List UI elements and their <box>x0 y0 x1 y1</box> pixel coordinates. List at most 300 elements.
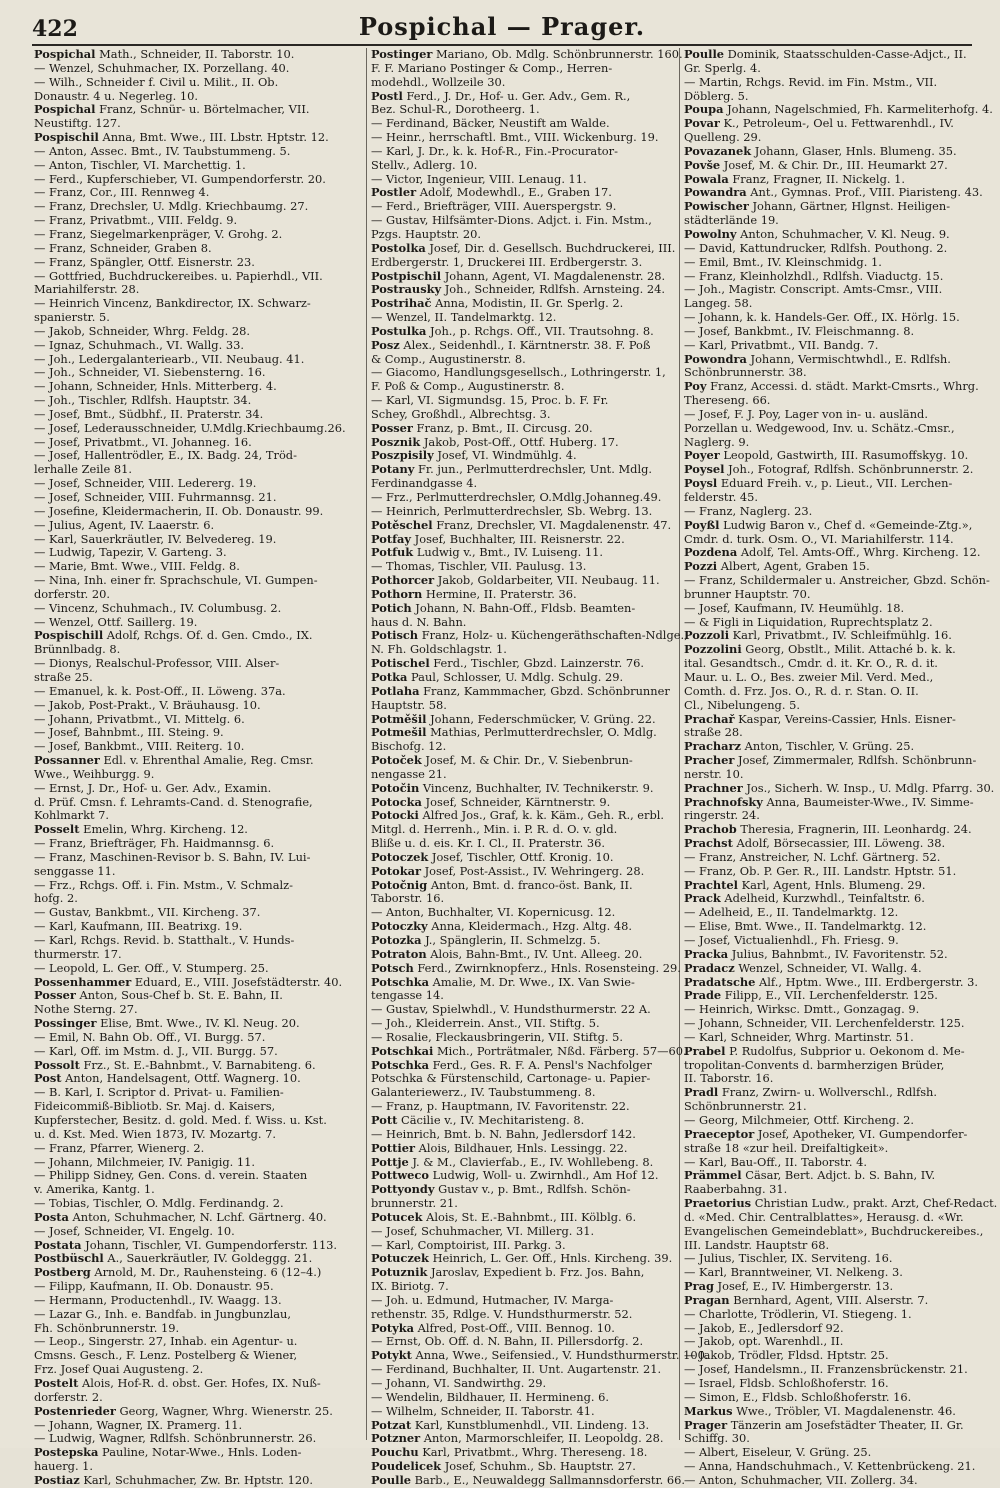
entry-text: nengasse 21. <box>371 766 447 781</box>
entry-text: — Gustav, Spielwhdl., V. Hundsthurmerstr. 22 A. <box>371 1002 651 1017</box>
directory-entry-line <box>684 436 986 450</box>
entry-text: Josef, M. & Chir. Dr., V. Siebenbrun- <box>421 753 633 768</box>
entry-surname: Poudelicek <box>371 1459 442 1474</box>
entry-surname: Potoček <box>371 753 422 768</box>
directory-entry-line <box>34 505 364 519</box>
directory-entry-line <box>371 1446 677 1460</box>
entry-surname: Postelt <box>34 1376 79 1390</box>
entry-text: modehdl., Wollzeile 30. <box>371 74 506 89</box>
directory-entry-line <box>34 200 364 214</box>
directory-entry-line <box>371 948 677 962</box>
directory-entry-line <box>684 1128 986 1142</box>
directory-entry-line <box>371 1003 677 1017</box>
entry-text: — Wilh., Schneider f. Civil u. Milit., II. Ob. <box>34 74 279 89</box>
directory-entry-line <box>371 159 677 173</box>
directory-entry-line <box>34 449 364 463</box>
directory-entry-line <box>34 436 364 450</box>
entry-text: Adolf, Tel. Amts-Off., Whrg. Kircheng. 12. <box>737 545 981 560</box>
directory-entry-line <box>34 186 364 200</box>
directory-entry-line <box>684 573 990 588</box>
directory-entry-line <box>34 1446 364 1460</box>
entry-text: — Anton, Schuhmacher, VII. Zollerg. 34. <box>684 1472 918 1487</box>
directory-entry-line <box>684 671 986 685</box>
directory-entry-line <box>684 449 986 463</box>
directory-entry-line <box>684 546 986 560</box>
directory-entry-line <box>34 283 364 297</box>
directory-entry-line <box>34 519 364 533</box>
directory-entry-line <box>684 1391 986 1405</box>
directory-entry-line <box>371 1280 677 1294</box>
entry-text: Cäcilie v., IV. Mechitaristeng. 8. <box>397 1112 585 1127</box>
entry-text: Thereseng. 66. <box>684 393 771 408</box>
directory-entry-line <box>371 491 677 505</box>
entry-text: II. Taborstr. 16. <box>684 1071 774 1086</box>
directory-entry-line <box>684 1419 986 1433</box>
column-divider <box>366 48 367 1440</box>
directory-entry-line <box>684 533 986 547</box>
directory-entry-line <box>34 560 364 574</box>
directory-entry-line <box>34 699 364 713</box>
entry-text: — Franz, Drechsler, U. Mdlg. Kriechbaumg. 27. <box>34 199 309 214</box>
entry-text: Josef, Post-Assist., IV. Wehringerg. 28. <box>421 863 645 878</box>
entry-text: — Josef, Kaufmann, IV. Heumühlg. 18. <box>684 600 905 615</box>
entry-text: Franz, p. Bmt., II. Circusg. 20. <box>412 420 593 435</box>
entry-text: Josef, VI. Windmühlg. 4. <box>433 448 577 463</box>
entry-text: straße 18 «zur heil. Dreifaltigkeit». <box>684 1140 889 1155</box>
directory-entry-line <box>684 1349 986 1363</box>
entry-text: Anton, Sous-Chef b. St. E. Bahn, II. <box>75 988 283 1003</box>
directory-entry-line <box>34 934 364 948</box>
entry-text: J., Spänglerin, II. Schmelzg. 5. <box>421 933 601 947</box>
entry-surname: Postinger <box>371 47 433 61</box>
directory-entry-line <box>684 1072 986 1086</box>
entry-text: Math., Schneider, II. Taborstr. 10. <box>95 47 295 61</box>
entry-text: Potschka & Fürstenschild, Cartonage- u. Papier- <box>371 1071 651 1086</box>
entry-text: — Karl, Branntweiner, VI. Nelkeng. 3. <box>684 1265 903 1280</box>
entry-text: Porzellan u. Wedgewood, Inv. u. Schätz.-Cmsr., <box>684 420 955 435</box>
entry-text: Wwe., Tröbler, VI. Magdalenenstr. 46. <box>732 1403 956 1418</box>
entry-text: — Charlotte, Trödlerin, VI. Stiegeng. 1. <box>684 1306 912 1321</box>
entry-text: Hauptstr. 58. <box>371 697 447 712</box>
directory-entry-line <box>684 1196 998 1211</box>
directory-entry-line <box>371 145 677 159</box>
entry-text: — Franz, p. Hauptmann, IV. Favoritenstr. 22. <box>371 1099 630 1114</box>
entry-text: — Franz, Kleinholzhdl., Rdlfsh. Viaductg. 15. <box>684 268 944 283</box>
entry-text: Karl, Privatbmt., Whrg. Thereseng. 18. <box>418 1445 648 1460</box>
entry-text: Ludwig, Woll- u. Zwirnhdl., Am Hof 12. <box>428 1168 659 1183</box>
entry-surname: Poy <box>684 379 707 394</box>
entry-text: rethenstr. 35, Rdlge. V. Hundsthurmerstr. 52. <box>371 1306 633 1321</box>
directory-entry-line <box>34 1128 364 1142</box>
entry-text: — Israel, Fldsb. Schloßhoferstr. 16. <box>684 1376 889 1390</box>
directory-entry-line <box>371 463 677 477</box>
directory-entry-line <box>371 1419 677 1433</box>
entry-surname: Pradacz <box>684 960 735 975</box>
directory-entry-line <box>684 1252 986 1266</box>
entry-text: Frz., St. E.-Bahnbmt., V. Barnabiteng. 6. <box>79 1057 316 1072</box>
directory-entry-line <box>34 242 364 256</box>
entry-text: — Heinrich Vincenz, Bankdirector, IX. Schwarz- <box>34 296 311 311</box>
entry-text: Anna, Baumeister-Wwe., IV. Simme- <box>762 794 974 809</box>
directory-entry-line <box>371 1059 677 1073</box>
directory-entry-line <box>684 1031 986 1045</box>
entry-text: — Franz, Briefträger, Fh. Haidmannsg. 6. <box>34 836 275 851</box>
entry-surname: Pospischil <box>34 130 99 145</box>
directory-entry-line <box>684 1059 986 1073</box>
entry-text: — Jakob, Trödler, Fldsd. Hptstr. 25. <box>684 1348 889 1363</box>
directory-entry-line <box>684 200 986 214</box>
entry-text: — Ludwig, Wagner, Rdlfsh. Schönbrunnerstr. 26. <box>34 1431 317 1446</box>
entry-text: haus d. N. Bahn. <box>371 614 467 629</box>
directory-entry-line <box>371 186 677 200</box>
directory-entry-line <box>371 256 677 270</box>
directory-entry-line <box>34 1391 364 1405</box>
entry-text: Adolf, Modewhdl., E., Graben 17. <box>416 185 612 200</box>
entry-text: Johann, N. Bahn-Off., Fldsb. Beamten- <box>411 600 636 615</box>
directory-entry-line <box>34 713 364 727</box>
entry-text: Jakob, Post-Off., Ottf. Huberg. 17. <box>420 434 619 449</box>
entry-surname: Potměšil <box>371 711 427 726</box>
entry-text: Johann, Glaser, Hnls. Blumeng. 35. <box>751 143 957 158</box>
directory-entry-line <box>371 671 677 685</box>
directory-entry-line <box>684 366 986 380</box>
entry-text: Gustav v., p. Bmt., Rdlfsh. Schön- <box>434 1182 631 1197</box>
entry-text: Anton, Schuhmacher, V. Kl. Neug. 9. <box>736 226 950 241</box>
entry-text: — Ferdinand, Bäcker, Neustift am Walde. <box>371 116 610 131</box>
entry-text: F. F. Mariano Postinger & Comp., Herren- <box>371 60 613 75</box>
directory-entry-line <box>371 906 677 920</box>
directory-entry-line <box>684 780 995 796</box>
directory-entry-line <box>34 297 364 311</box>
entry-text: Johann, Vermischtwhdl., E. Rdlfsh. <box>746 351 951 366</box>
directory-entry-line <box>371 1086 677 1100</box>
entry-surname: Pothorcer <box>371 573 435 588</box>
entry-text: Ant., Gymnas. Prof., VIII. Piaristeng. 43. <box>746 185 983 200</box>
directory-entry-line <box>371 1460 677 1474</box>
directory-entry-line <box>371 1322 677 1336</box>
directory-entry-line <box>34 629 364 643</box>
directory-entry-line <box>684 1086 986 1100</box>
entry-text: — Joh., Magistr. Conscript. Amts-Cmsr., VIII. <box>684 282 943 297</box>
entry-surname: Potocka <box>371 794 422 809</box>
directory-entry-line <box>371 436 677 450</box>
entry-text: — Hermann, Productenhdl., IV. Waagg. 13. <box>34 1292 282 1307</box>
entry-text: — Ernst, Ob. Off. d. N. Bahn, II. Pillersdorfg. 2. <box>371 1334 644 1349</box>
entry-text: Anton, Bmt. d. franco-öst. Bank, II. <box>427 877 633 892</box>
entry-surname: Pottje <box>371 1154 409 1169</box>
directory-entry-line <box>371 103 677 117</box>
entry-text: — Emil, Bmt., IV. Kleinschmidg. 1. <box>684 254 882 269</box>
entry-text: Mathias, Perlmutterdrechsler, O. Mdlg. <box>426 725 657 740</box>
entry-text: thurmerstr. 17. <box>34 946 122 961</box>
entry-text: — Simon, E., Fldsb. Schloßhoferstr. 16. <box>684 1389 912 1404</box>
entry-surname: Prachtel <box>684 877 738 892</box>
entry-text: Neustiftg. 127. <box>34 116 121 131</box>
entry-text: Anton, Marmorschleifer, II. Leopoldg. 28. <box>420 1431 664 1446</box>
directory-entry-line <box>684 394 986 408</box>
directory-entry-line <box>371 311 677 325</box>
entry-surname: Povar <box>684 116 720 131</box>
directory-entry-line <box>34 159 364 173</box>
entry-text: Filipp, E., VII. Lerchenfelderstr. 125. <box>721 988 938 1003</box>
directory-entry-line <box>371 1308 677 1322</box>
directory-entry-line <box>684 1156 986 1170</box>
entry-surname: Postata <box>34 1237 82 1252</box>
entry-surname: Praeceptor <box>684 1126 755 1141</box>
directory-entry-line <box>371 505 677 519</box>
directory-entry-line <box>371 283 677 297</box>
entry-surname: Potzat <box>371 1417 412 1432</box>
entry-text: Gr. Sperlg. 4. <box>684 60 761 75</box>
entry-text: IX. Biriotg. 7. <box>371 1279 449 1294</box>
entry-surname: Pospichal <box>34 47 96 61</box>
entry-text: — Joh., Ledergalanteriearb., VII. Neubaug. 41. <box>34 351 305 366</box>
directory-entry-line <box>684 1239 986 1253</box>
entry-surname: Prachnofsky <box>684 794 763 809</box>
entry-text: Georg, Obstlt., Milit. Attaché b. k. k. <box>741 642 956 657</box>
entry-text: Anna, Wwe., Seifensied., V. Hundsthurmerstr. 100. <box>411 1348 709 1363</box>
directory-entry-line <box>371 796 677 810</box>
directory-entry-line <box>684 823 986 837</box>
entry-text: — Johann, Schneider, VII. Lerchenfelderstr. 125. <box>684 1016 965 1031</box>
entry-text: — Joh., Tischler, Rdlfsh. Hauptstr. 34. <box>34 393 252 408</box>
entry-text: Jakob, Goldarbeiter, VII. Neubaug. 11. <box>434 573 660 588</box>
entry-text: ital. Gesandtsch., Cmdr. d. it. Kr. O., R. d. it. <box>684 656 938 671</box>
entry-text: Kaspar, Vereins-Cassier, Hnls. Eisner- <box>734 711 956 726</box>
directory-entry-line <box>684 1308 986 1322</box>
entry-text: Emelin, Whrg. Kircheng. 12. <box>79 822 248 837</box>
directory-entry-line <box>34 1363 364 1377</box>
entry-text: Langeg. 58. <box>684 296 753 311</box>
directory-entry-line <box>34 837 364 851</box>
entry-text: — Johann, k. k. Handels-Ger. Off., IX. Hörlg. 15. <box>684 310 960 325</box>
directory-entry-line <box>34 1169 364 1183</box>
entry-text: — Giacomo, Handlungsgesellsch., Lothringerstr. 1, <box>371 365 666 380</box>
directory-entry-line <box>34 796 364 810</box>
entry-text: Wenzel, Schneider, VI. Wallg. 4. <box>734 960 922 975</box>
entry-text: Galanteriewerz., IV. Taubstummeng. 8. <box>371 1085 596 1100</box>
entry-text: straße 25. <box>34 669 93 684</box>
directory-entry-line <box>34 1003 364 1017</box>
directory-entry-line <box>684 256 986 270</box>
directory-entry-line <box>34 1211 364 1225</box>
entry-text: J. & M., Clavierfab., E., IV. Wohllebeng. 8. <box>408 1154 654 1169</box>
directory-entry-line <box>34 366 364 380</box>
entry-text: N. Fh. Goldschlagstr. 1. <box>371 642 507 657</box>
entry-text: Schey, Großhdl., Albrechtsg. 3. <box>371 406 551 421</box>
directory-entry-line <box>684 1211 986 1225</box>
directory-entry-line <box>684 1183 986 1197</box>
directory-entry-line <box>684 643 986 657</box>
entry-text: — Franz, Anstreicher, N. Lchf. Gärtnerg. 52. <box>684 849 941 864</box>
directory-entry-line <box>34 117 364 131</box>
entry-text: — Ferd., Briefträger, VIII. Auerspergstr. 9. <box>371 199 617 214</box>
directory-entry-line <box>34 616 364 630</box>
entry-text: Evangelischen Gemeindeblatt», Buchdruckereibes., <box>684 1223 984 1238</box>
entry-text: Alois, Bildhauer, Hnls. Lessingg. 22. <box>414 1140 628 1155</box>
directory-entry-line <box>34 1114 364 1128</box>
directory-entry-line <box>684 62 986 76</box>
directory-entry-line <box>371 228 677 242</box>
entry-text: Taborstr. 16. <box>371 891 445 906</box>
directory-entry-line <box>34 408 364 422</box>
entry-text: Amalie, M. Dr. Wwe., IX. Van Swie- <box>429 974 635 989</box>
entry-text: Anton, Handelsagent, Ottf. Wagnerg. 10. <box>61 1071 301 1086</box>
entry-surname: Posser <box>34 988 76 1003</box>
directory-entry-line <box>34 865 364 879</box>
directory-entry-line <box>684 505 986 519</box>
entry-text: lerhalle Zeile 81. <box>34 462 133 477</box>
directory-entry-line <box>34 463 364 477</box>
entry-text: Döblerg. 5. <box>684 88 749 103</box>
entry-surname: Posser <box>371 420 413 435</box>
directory-entry-line <box>371 1405 677 1419</box>
directory-entry-line <box>371 519 677 533</box>
entry-surname: Poulle <box>684 47 725 61</box>
directory-entry-line <box>371 989 677 1003</box>
directory-entry-line <box>684 629 986 643</box>
entry-surname: Potschka <box>371 974 430 989</box>
entry-surname: Pottweco <box>371 1168 429 1183</box>
directory-entry-line <box>371 117 677 131</box>
entry-text: Anna, Modistin, II. Gr. Sperlg. 2. <box>431 296 624 311</box>
entry-text: Josef, Tischler, Ottf. Kronig. 10. <box>428 849 614 864</box>
entry-text: Schiffg. 30. <box>684 1431 750 1446</box>
entry-text: — Franz, Spängler, Ottf. Eisnerstr. 23. <box>34 254 255 269</box>
entry-text: nerstr. 10. <box>684 766 744 781</box>
directory-entry-line <box>34 422 364 436</box>
entry-text: Maur. u. L. O., Bes. zweier Mil. Verd. Med., <box>684 669 934 684</box>
directory-entry-line <box>371 699 677 713</box>
entry-text: Ludwig v., Bmt., IV. Luiseng. 11. <box>413 545 603 560</box>
entry-surname: Posta <box>34 1209 69 1224</box>
entry-text: — Heinrich, Perlmutterdrechsler, Sb. Webrg. 13. <box>371 503 653 518</box>
directory-entry-line <box>684 1322 986 1336</box>
entry-text: Jos., Sicherh. W. Insp., U. Mdlg. Pfarrg. 30. <box>742 780 995 795</box>
entry-surname: Pospichal <box>34 102 96 117</box>
entry-text: ringerstr. 24. <box>684 808 760 823</box>
entry-surname: Poyßl <box>684 517 720 532</box>
entry-text: v. Amerika, Kantg. 1. <box>34 1182 155 1197</box>
entry-text: Vincenz, Buchhalter, IV. Technikerstr. 9. <box>419 780 654 795</box>
entry-text: Dominik, Staatsschulden-Casse-Adjct., II. <box>724 47 967 61</box>
directory-entry-line <box>34 1460 364 1474</box>
directory-entry-line <box>371 851 677 865</box>
directory-entry-line <box>684 851 986 865</box>
directory-entry-line <box>684 242 986 256</box>
entry-text: Cmdr. d. turk. Osm. O., VI. Mariahilferstr. 114. <box>684 531 954 546</box>
directory-entry-line <box>684 422 986 436</box>
entry-surname: Potoczek <box>371 849 429 864</box>
directory-entry-line <box>371 976 677 990</box>
directory-entry-line <box>684 325 986 339</box>
entry-text: — Dionys, Realschul-Professor, VIII. Alser- <box>34 656 280 671</box>
directory-entry-line <box>371 713 677 727</box>
entry-surname: Povazanek <box>684 143 752 158</box>
directory-entry-line <box>34 477 364 491</box>
entry-text: — Josef, Privatbmt., VI. Johanneg. 16. <box>34 434 252 449</box>
directory-entry-line <box>371 960 681 976</box>
directory-entry-line <box>34 823 364 837</box>
entry-text: Alfred, Post-Off., VIII. Bennog. 10. <box>414 1320 615 1335</box>
directory-entry-line <box>684 1225 986 1239</box>
directory-entry-line <box>371 297 677 311</box>
entry-text: — Johann, Wagner, IX. Pramerg. 11. <box>34 1417 243 1432</box>
directory-entry-line <box>371 1252 677 1266</box>
entry-surname: Pracka <box>684 946 729 961</box>
directory-entry-line <box>371 865 677 879</box>
directory-entry-line <box>34 602 364 616</box>
entry-text: — Josef, Schneider, VI. Engelg. 10. <box>34 1223 235 1238</box>
entry-text: Bez. Schul-R., Dorotheerg. 1. <box>371 102 540 117</box>
header-rule <box>32 44 972 46</box>
directory-entry-line <box>684 1460 986 1474</box>
directory-entry-line <box>34 726 364 740</box>
directory-entry-line <box>684 1280 986 1294</box>
entry-surname: Pothorn <box>371 586 423 601</box>
entry-text: — Karl, VI. Sigmundsg. 15, Proc. b. F. Fr. <box>371 393 609 408</box>
entry-surname: Powondra <box>684 351 747 366</box>
directory-entry-line <box>684 879 986 893</box>
directory-entry-line <box>34 228 364 242</box>
directory-entry-line <box>34 103 364 117</box>
directory-entry-line <box>684 1335 986 1349</box>
directory-entry-line <box>371 1348 709 1363</box>
entry-text: Fh. Schönbrunnerstr. 19. <box>34 1320 180 1335</box>
directory-entry-line <box>684 976 986 990</box>
entry-text: — Josef, Schuhmacher, VI. Millerg. 31. <box>371 1223 595 1238</box>
directory-entry-line <box>684 1363 986 1377</box>
directory-entry-line <box>371 837 677 851</box>
directory-entry-line <box>34 1280 364 1294</box>
entry-surname: Posz <box>371 337 400 352</box>
entry-text: Paul, Schlosser, U. Mdlg. Schulg. 29. <box>407 669 624 684</box>
directory-entry-line <box>371 892 677 906</box>
directory-entry-line <box>684 934 986 948</box>
directory-entry-line <box>684 173 986 187</box>
entry-surname: Potfay <box>371 531 412 546</box>
entry-surname: Postl <box>371 88 403 103</box>
entry-text: Franz, Accessi. d. städt. Markt-Cmsrts., Whrg. <box>706 379 979 394</box>
directory-entry-line <box>684 477 986 491</box>
directory-entry-line <box>684 809 986 823</box>
entry-surname: Potfuk <box>371 545 414 560</box>
entry-text: Alfred Jos., Graf, k. k. Käm., Geh. R., erbl. <box>418 808 665 823</box>
directory-entry-line <box>371 657 677 671</box>
entry-text: — Victor, Ingenieur, VIII. Lenaug. 11. <box>371 171 587 186</box>
entry-text: Adolf, Börsecassier, III. Löweng. 38. <box>732 836 946 851</box>
entry-text: Ferdinandgasse 4. <box>371 476 478 491</box>
entry-text: — Karl, Bau-Off., II. Taborstr. 4. <box>684 1154 867 1169</box>
entry-text: — Leop., Singerstr. 27, Inhab. ein Agentur- u. <box>34 1334 298 1349</box>
entry-text: — Joh. u. Edmund, Hutmacher, IV. Marga- <box>371 1292 614 1307</box>
directory-entry-line <box>34 809 364 823</box>
directory-entry-line <box>684 1294 986 1308</box>
directory-entry-line <box>371 380 677 394</box>
directory-entry-line <box>684 616 986 630</box>
entry-text: — Franz, Schildermaler u. Anstreicher, Gbzd. Schön- <box>684 573 990 588</box>
entry-text: — Rosalie, Fleckausbringerin, VII. Stiftg. 5. <box>371 1029 623 1044</box>
directory-entry-line <box>371 879 677 893</box>
directory-entry-line <box>34 1183 364 1197</box>
directory-entry-line <box>34 1349 364 1363</box>
entry-text: Franz, Fragner, II. Nickelg. 1. <box>728 171 905 186</box>
directory-entry-line <box>684 657 986 671</box>
directory-entry-line <box>371 1266 677 1280</box>
entry-text: III. Landstr. Hauptstr 68. <box>684 1237 830 1252</box>
entry-text: Kohlmarkt 7. <box>34 808 110 823</box>
entry-text: — Leopold, L. Ger. Off., V. Stumperg. 25. <box>34 960 269 975</box>
